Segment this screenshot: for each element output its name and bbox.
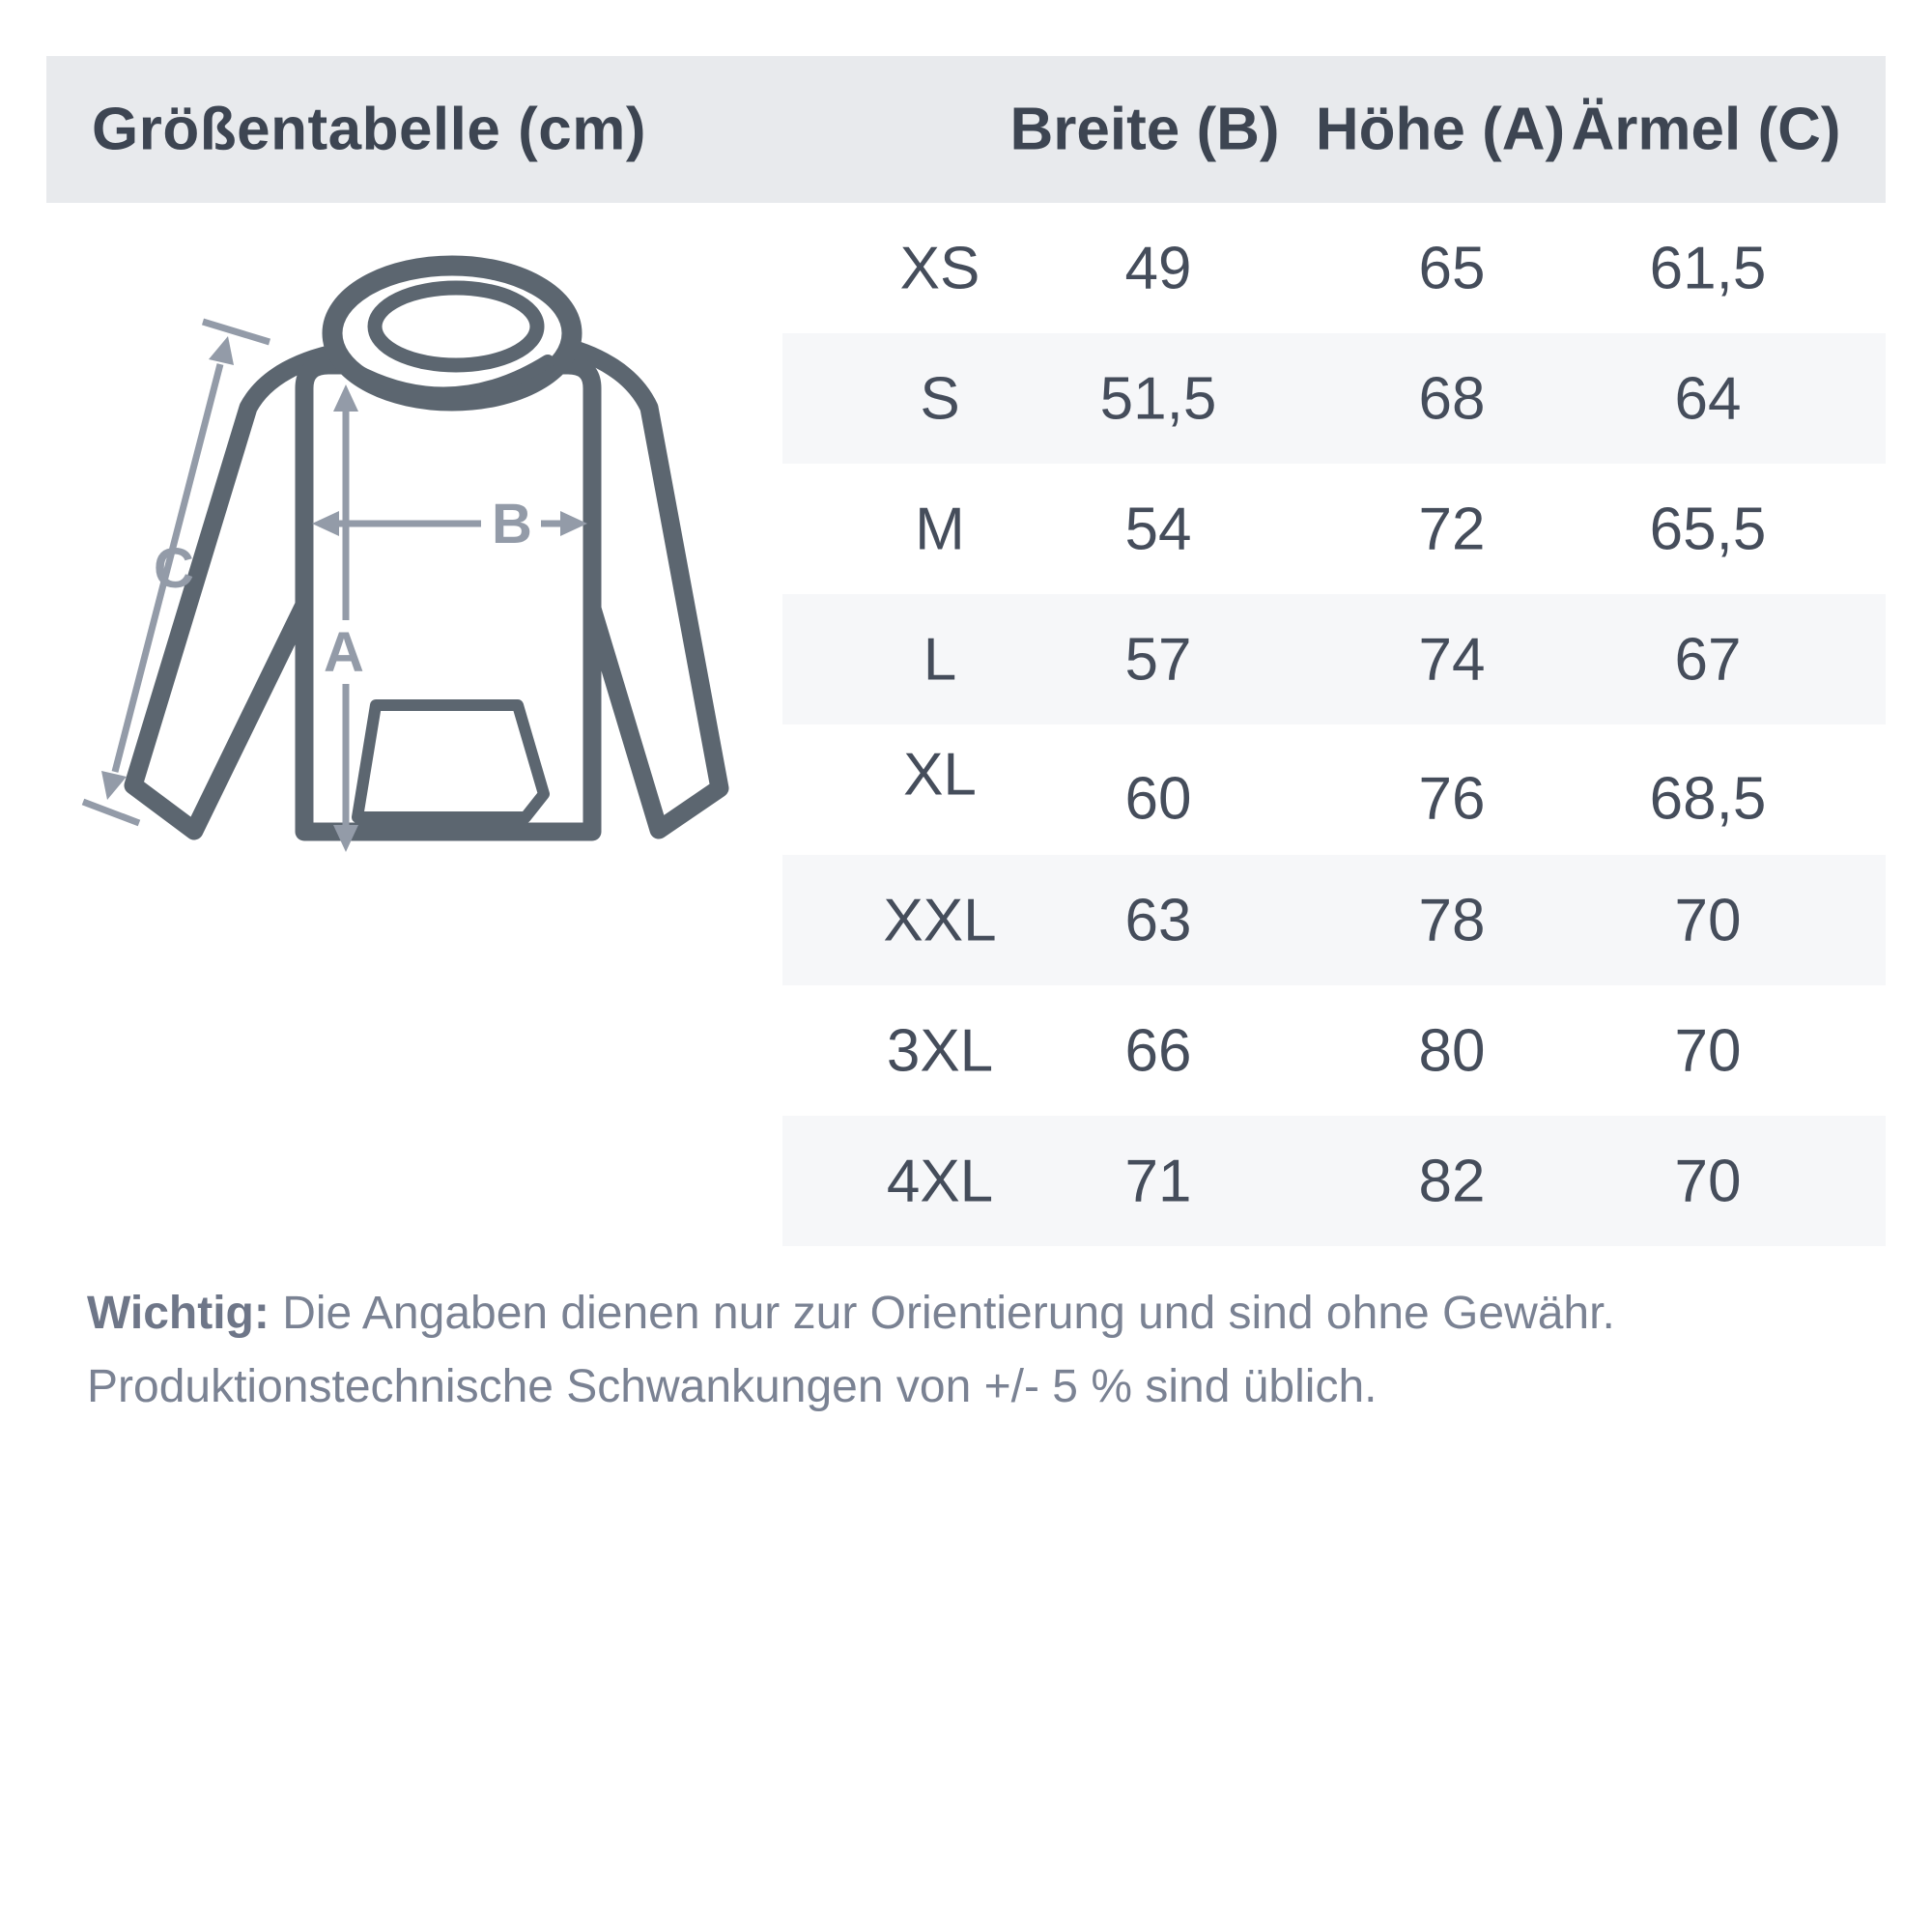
- size-table: [782, 203, 1886, 1246]
- hoodie-measurement-diagram: [58, 222, 753, 860]
- breite-cell: 71: [1124, 1148, 1192, 1214]
- size-cell: M: [915, 496, 965, 562]
- dimension-label-c: C: [154, 537, 194, 600]
- size-cell: L: [923, 626, 957, 693]
- size-cell: XXL: [883, 887, 997, 953]
- aermel-cell: 70: [1674, 887, 1742, 953]
- breite-cell: 57: [1124, 626, 1192, 693]
- hoehe-cell: 65: [1418, 235, 1486, 301]
- aermel-cell: 61,5: [1649, 235, 1767, 301]
- breite-cell: 51,5: [1099, 365, 1217, 432]
- dimension-label-b: B: [492, 493, 532, 555]
- size-chart-header: [46, 56, 1886, 203]
- note-line2: Produktionstechnische Schwankungen von +/- 5 % sind üblich.: [87, 1361, 1378, 1412]
- aermel-cell: 65,5: [1649, 496, 1767, 562]
- table-row: [782, 985, 1886, 1116]
- table-row: [782, 724, 1886, 855]
- hoehe-cell: 74: [1418, 626, 1486, 693]
- aermel-cell: 67: [1674, 626, 1742, 693]
- hoehe-cell: 76: [1418, 765, 1486, 832]
- note-label: Wichtig:: [87, 1288, 270, 1339]
- table-row: [782, 464, 1886, 594]
- size-cell: 4XL: [886, 1148, 994, 1214]
- breite-cell: 63: [1124, 887, 1192, 953]
- breite-cell: 54: [1124, 496, 1192, 562]
- aermel-cell: 70: [1674, 1148, 1742, 1214]
- aermel-cell: 64: [1674, 365, 1742, 432]
- size-cell: S: [920, 365, 960, 432]
- size-cell: XS: [899, 235, 980, 301]
- table-row: [782, 855, 1886, 985]
- hoehe-cell: 80: [1418, 1017, 1486, 1084]
- breite-cell: 66: [1124, 1017, 1192, 1084]
- table-row: [782, 333, 1886, 464]
- breite-cell: 49: [1124, 235, 1192, 301]
- size-cell: 3XL: [886, 1017, 994, 1084]
- size-cell: XL: [903, 741, 977, 808]
- note-line1: Die Angaben dienen nur zur Orientierung und sind ohne Gewähr.: [269, 1288, 1615, 1339]
- aermel-cell: 68,5: [1649, 765, 1767, 832]
- breite-cell: 60: [1124, 765, 1192, 832]
- disclaimer-note: [87, 1277, 1884, 1424]
- column-header-breite: Breite (B): [1009, 96, 1280, 163]
- hoehe-cell: 78: [1418, 887, 1486, 953]
- hoehe-cell: 82: [1418, 1148, 1486, 1214]
- hoehe-cell: 68: [1418, 365, 1486, 432]
- dimension-label-a: A: [324, 621, 364, 684]
- table-row: [782, 594, 1886, 724]
- table-row: [782, 1116, 1886, 1246]
- column-header-hoehe: Höhe (A): [1315, 96, 1566, 163]
- page-title: Größentabelle (cm): [92, 96, 646, 163]
- column-header-aermel: Ärmel (C): [1571, 96, 1841, 163]
- hoehe-cell: 72: [1418, 496, 1486, 562]
- aermel-cell: 70: [1674, 1017, 1742, 1084]
- table-row: [782, 203, 1886, 333]
